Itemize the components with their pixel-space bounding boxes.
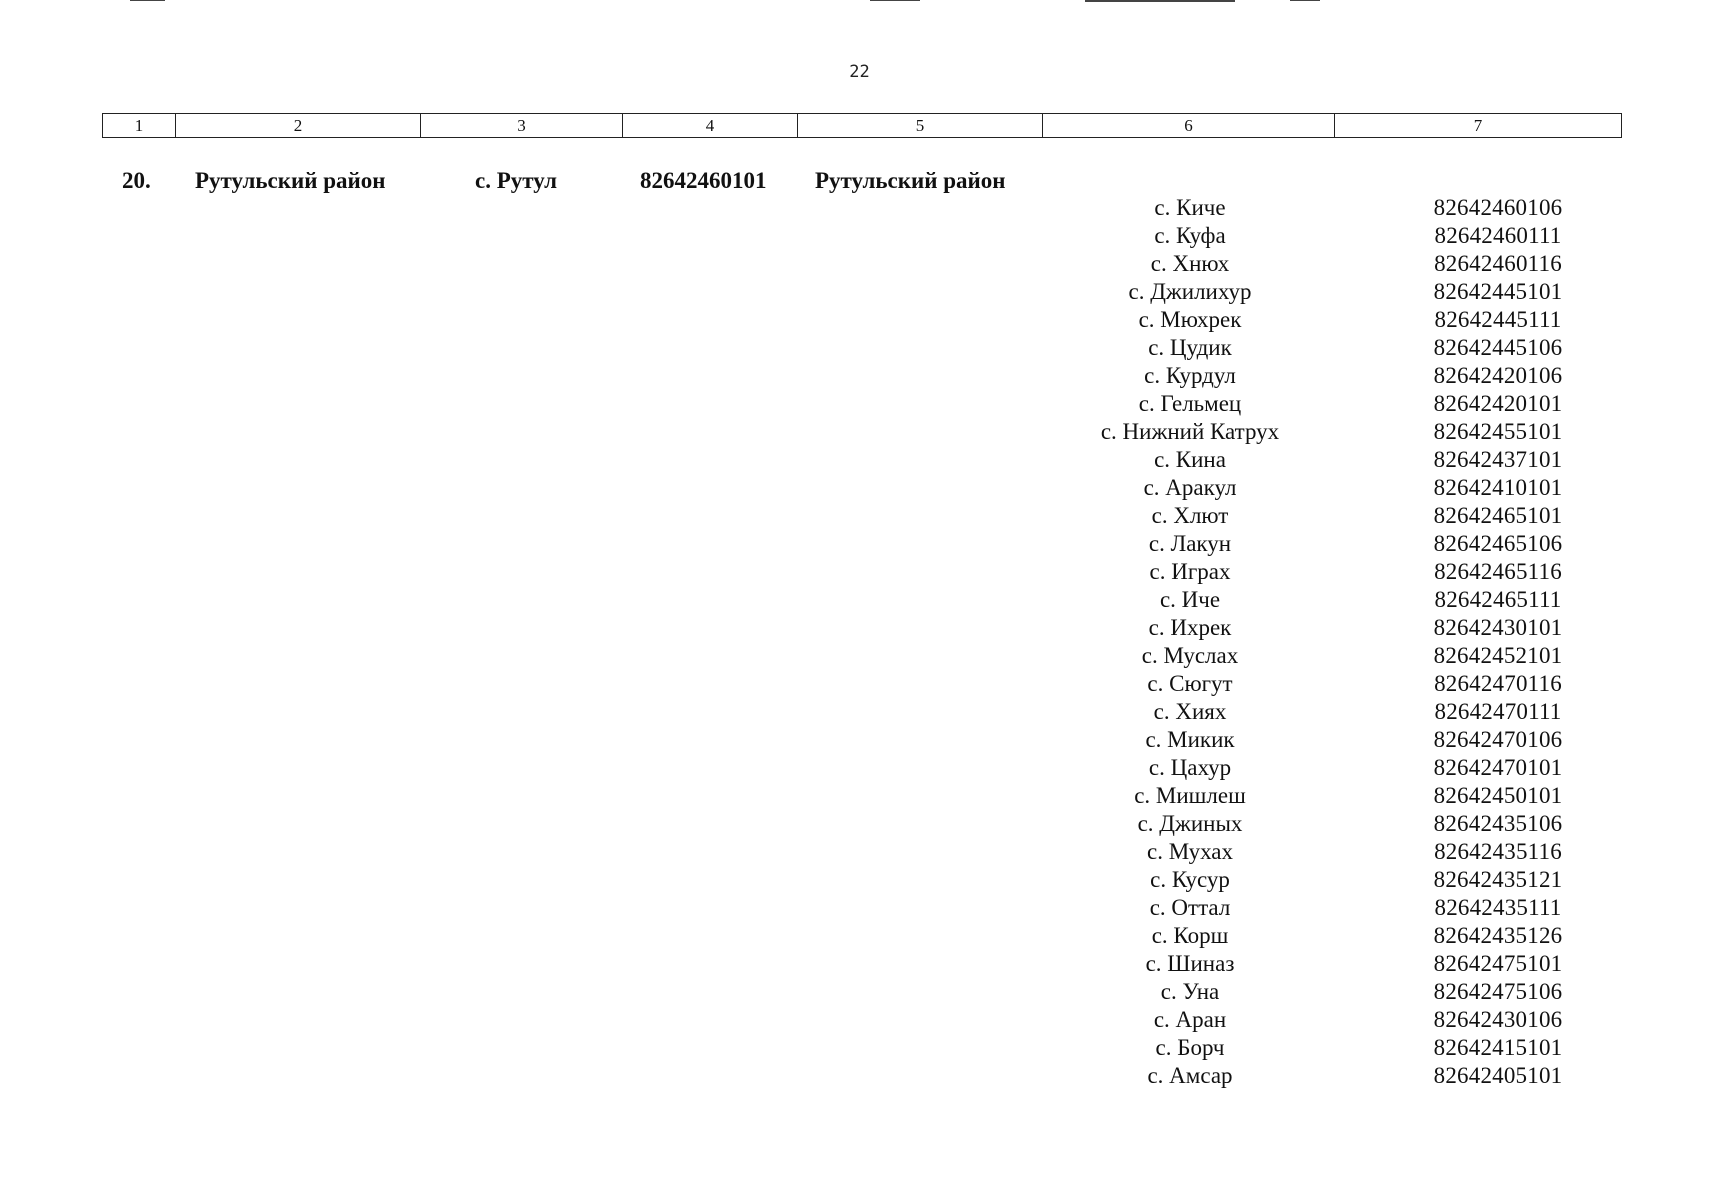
- settlement-code: 82642470101: [1433, 755, 1563, 780]
- settlement-row: [1040, 530, 1580, 558]
- settlement-code: 82642470106: [1433, 727, 1563, 752]
- settlement-name: с. Мюхрек: [1138, 307, 1242, 332]
- settlement-code: 82642465116: [1434, 559, 1562, 584]
- district-center-code: 82642460101: [640, 168, 767, 193]
- settlement-code: 82642445106: [1433, 335, 1563, 360]
- settlement-name: с. Кусур: [1150, 867, 1230, 892]
- settlement-row: [1040, 446, 1580, 474]
- scan-mark: [130, 0, 165, 1]
- settlement-row: [1040, 866, 1580, 894]
- settlement-name: с. Джиных: [1137, 811, 1243, 836]
- settlement-name: с. Лакун: [1148, 531, 1232, 556]
- settlement-name: с. Цудик: [1148, 335, 1232, 360]
- settlement-row: [1040, 726, 1580, 754]
- settlement-name: с. Аран: [1153, 1007, 1227, 1032]
- settlement-name: с. Хнюх: [1150, 251, 1230, 276]
- settlement-code: 82642430106: [1433, 1007, 1563, 1032]
- settlement-code: 82642465106: [1433, 531, 1563, 556]
- column-header: 6: [1042, 114, 1334, 137]
- settlement-name: с. Цахур: [1148, 755, 1232, 780]
- settlement-code: 82642452101: [1433, 643, 1563, 668]
- settlement-code: 82642460106: [1433, 195, 1563, 220]
- entry-number: 20.: [122, 168, 151, 193]
- settlement-row: [1040, 978, 1580, 1006]
- settlement-name: с. Играх: [1149, 559, 1231, 584]
- settlement-name: с. Амсар: [1147, 1063, 1233, 1088]
- settlement-code: 82642415101: [1433, 1035, 1563, 1060]
- settlement-name: с. Курдул: [1144, 363, 1236, 388]
- settlement-row: [1040, 362, 1580, 390]
- settlement-row: [1040, 474, 1580, 502]
- column-header: 5: [797, 114, 1042, 137]
- settlement-code: 82642460116: [1434, 251, 1562, 276]
- settlement-code: 82642445111: [1434, 307, 1562, 332]
- settlement-name: с. Шиназ: [1145, 951, 1235, 976]
- settlement-row: [1040, 754, 1580, 782]
- settlement-row: [1040, 278, 1580, 306]
- settlement-code: 82642465111: [1434, 587, 1562, 612]
- settlement-row: [1040, 642, 1580, 670]
- column-header: 7: [1334, 114, 1622, 137]
- settlement-name: с. Киче: [1154, 195, 1226, 220]
- settlement-name: с. Мухах: [1147, 839, 1233, 864]
- settlement-code: 82642450101: [1433, 783, 1563, 808]
- settlement-name: с. Муслах: [1141, 643, 1239, 668]
- settlement-row: [1040, 698, 1580, 726]
- settlement-code: 82642435106: [1433, 811, 1563, 836]
- settlement-list: [1040, 194, 1580, 1090]
- settlement-name: с. Борч: [1155, 1035, 1225, 1060]
- settlement-row: [1040, 306, 1580, 334]
- settlement-row: [1040, 502, 1580, 530]
- page-number: 22: [849, 62, 870, 82]
- settlement-name: с. Корш: [1151, 923, 1229, 948]
- settlement-name: с. Иче: [1159, 587, 1221, 612]
- settlement-row: [1040, 838, 1580, 866]
- settlement-name: с. Микик: [1145, 727, 1235, 752]
- settlement-code: 82642465101: [1433, 503, 1563, 528]
- settlement-row: [1040, 810, 1580, 838]
- settlement-name: с. Кина: [1154, 447, 1226, 472]
- scan-mark: [1085, 0, 1235, 2]
- column-header: 2: [175, 114, 420, 137]
- settlement-row: [1040, 334, 1580, 362]
- settlement-name: с. Куфа: [1154, 223, 1226, 248]
- settlement-row: [1040, 1006, 1580, 1034]
- settlement-row: [1040, 418, 1580, 446]
- settlement-code: 82642420101: [1433, 391, 1563, 416]
- column-header: 1: [102, 114, 175, 137]
- settlement-code: 82642475101: [1433, 951, 1563, 976]
- settlement-code: 82642435121: [1433, 867, 1563, 892]
- settlement-name: с. Аракул: [1143, 475, 1237, 500]
- settlement-name: с. Джилихур: [1128, 279, 1252, 304]
- settlement-name: с. Гельмец: [1138, 391, 1242, 416]
- settlement-code: 82642475106: [1433, 979, 1563, 1004]
- settlement-code: 82642420106: [1433, 363, 1563, 388]
- scan-mark: [1290, 0, 1320, 1]
- settlement-code: 82642470116: [1434, 671, 1562, 696]
- settlement-code: 82642435126: [1433, 923, 1563, 948]
- settlement-code: 82642405101: [1433, 1063, 1563, 1088]
- settlement-code: 82642445101: [1433, 279, 1563, 304]
- settlement-row: [1040, 586, 1580, 614]
- settlement-name: с. Мишлеш: [1134, 783, 1246, 808]
- settlement-code: 82642410101: [1433, 475, 1563, 500]
- scan-mark: [870, 0, 920, 1]
- settlement-name: с. Ихрек: [1148, 615, 1232, 640]
- settlement-code: 82642435111: [1434, 895, 1562, 920]
- settlement-code: 82642460111: [1434, 223, 1562, 248]
- settlement-row: [1040, 558, 1580, 586]
- column-header: 3: [420, 114, 622, 137]
- settlement-code: 82642455101: [1433, 419, 1563, 444]
- settlement-name: с. Оттал: [1149, 895, 1231, 920]
- settlement-row: [1040, 250, 1580, 278]
- settlement-row: [1040, 222, 1580, 250]
- settlement-name: с. Сюгут: [1147, 671, 1233, 696]
- settlement-code: 82642435116: [1434, 839, 1562, 864]
- settlement-row: [1040, 194, 1580, 222]
- settlement-name: с. Уна: [1160, 979, 1220, 1004]
- settlement-name: с. Хлют: [1151, 503, 1229, 528]
- settlement-code: 82642437101: [1433, 447, 1563, 472]
- settlement-row: [1040, 950, 1580, 978]
- settlement-row: [1040, 670, 1580, 698]
- settlement-row: [1040, 922, 1580, 950]
- district-center: с. Рутул: [475, 168, 558, 193]
- settlement-name: с. Хиях: [1153, 699, 1227, 724]
- settlement-row: [1040, 782, 1580, 810]
- settlement-code: 82642470111: [1434, 699, 1562, 724]
- district-name-repeat: Рутульский район: [815, 168, 1006, 193]
- district-name: Рутульский район: [195, 168, 386, 193]
- settlement-row: [1040, 390, 1580, 418]
- settlement-row: [1040, 1034, 1580, 1062]
- settlement-row: [1040, 614, 1580, 642]
- settlement-row: [1040, 894, 1580, 922]
- settlement-name: с. Нижний Катрух: [1100, 419, 1280, 444]
- settlement-row: [1040, 1062, 1580, 1090]
- column-header-row: [102, 113, 1622, 138]
- column-header: 4: [622, 114, 797, 137]
- settlement-code: 82642430101: [1433, 615, 1563, 640]
